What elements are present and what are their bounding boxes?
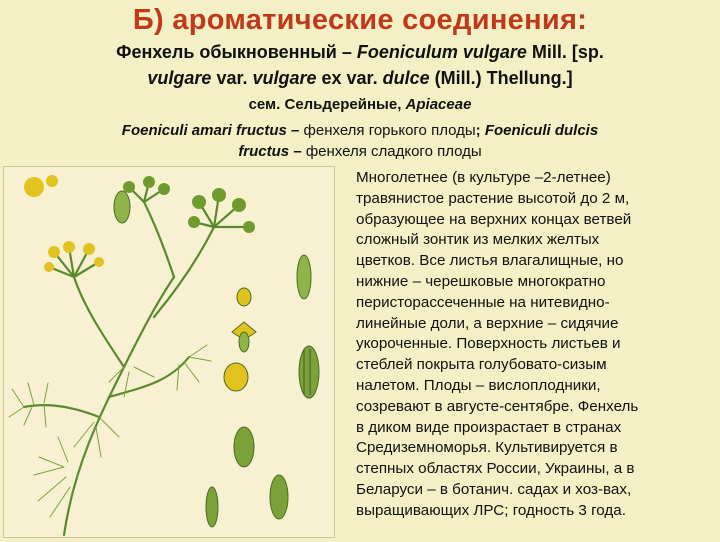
family-line: [10, 96, 710, 114]
description-line: укороченные. Поверхность листьев и: [356, 335, 621, 353]
description-line: образующее на верхних концах ветвей: [356, 210, 632, 228]
common-name: Фенхель обыкновенный –: [116, 42, 357, 62]
fructus-dulcis-latin: Foeniculi dulcis: [484, 122, 599, 139]
synonym-part-5: dulce: [382, 68, 430, 88]
description-line: линейные доли, а верхние – сидячие: [356, 314, 619, 332]
fructus-dulcis-latin-end: fructus –: [238, 143, 306, 160]
description-text: [356, 168, 696, 522]
description-line: Многолетнее (в культуре –2-летнее): [356, 169, 611, 186]
synonym-part-6: (Mill.) Thellung.]: [429, 68, 573, 88]
header-line-1: [10, 41, 710, 63]
fructus-line-1: [10, 121, 710, 141]
author-text: Mill. [sp.: [526, 42, 604, 62]
fructus-dulcis-russian: фенхеля сладкого плоды: [305, 143, 482, 160]
description-line: налетом. Плоды – вислоплодники,: [356, 376, 601, 394]
description-line: перисторассеченные на нитевидно-: [356, 293, 610, 311]
fennel-plant-drawing: [4, 167, 334, 537]
synonym-part-3: vulgare: [252, 68, 317, 88]
latin-name: Foeniculum vulgare: [356, 42, 527, 62]
family-latin: Apiaceae: [405, 96, 472, 113]
description-line: Средиземноморья. Культивируется в: [356, 439, 618, 457]
separator-text: ;: [475, 122, 485, 139]
description-line: стеблей покрыта голубовато-сизым: [356, 356, 607, 374]
fructus-amari-latin: Foeniculi amari fructus –: [121, 122, 304, 139]
description-line: нижние – черешковые многократно: [356, 272, 606, 290]
synonym-part-2: var.: [211, 68, 253, 88]
fennel-illustration: [3, 166, 335, 538]
description-line: травянистое растение высотой до 2 м,: [356, 189, 630, 207]
fructus-line-2: [10, 142, 710, 162]
fructus-amari-russian: фенхеля горького плоды: [303, 122, 476, 139]
description-line: в диком виде произрастает в странах: [356, 418, 622, 436]
family-russian: сем. Сельдерейные,: [248, 96, 406, 113]
synonym-part-4: ex var.: [316, 68, 383, 88]
header-line-2: [10, 67, 710, 89]
description-line: созревают в августе-сентябре. Фенхель: [356, 397, 639, 415]
description-line: сложный зонтик из мелких желтых: [356, 231, 600, 249]
slide-title: Б) ароматические соединения:: [132, 4, 588, 36]
description-line: степных областях России, Украины, а в: [356, 460, 635, 478]
synonym-part-1: vulgare: [147, 68, 212, 88]
description-line: цветков. Все листья влагалищные, но: [356, 252, 624, 270]
description-line: Беларуси – в ботанич. садах и хоз-вах,: [356, 480, 632, 498]
description-line: выращивающих ЛРС; годность 3 года.: [356, 501, 626, 519]
